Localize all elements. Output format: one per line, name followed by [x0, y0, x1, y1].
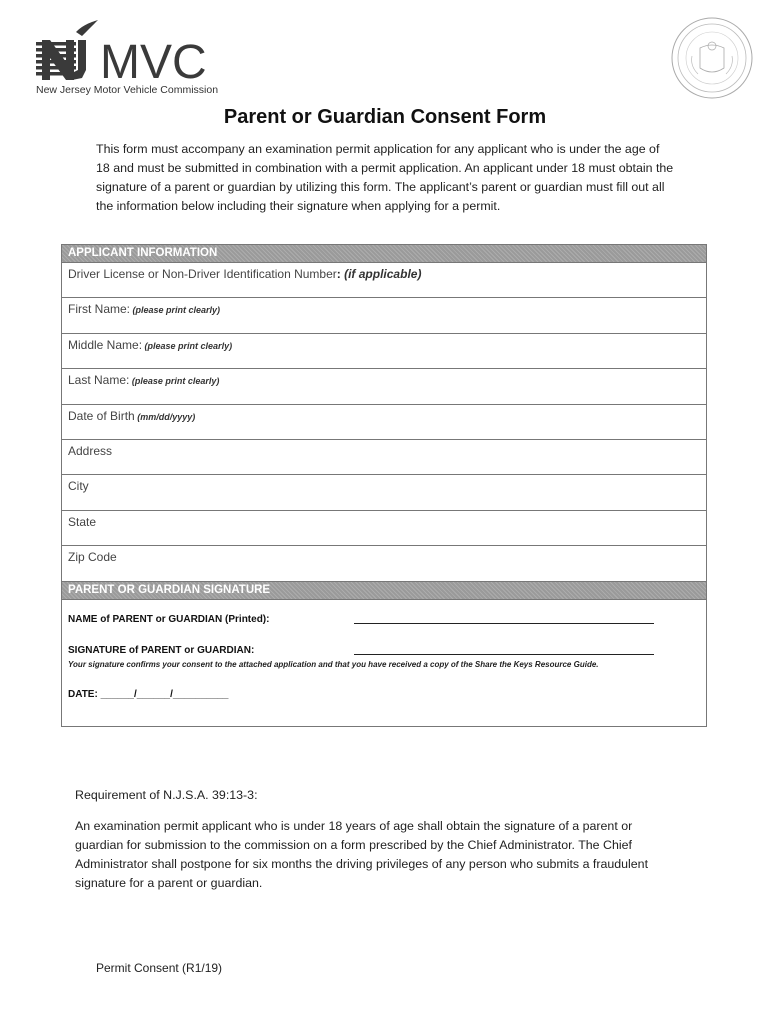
last-name-field[interactable] — [62, 369, 706, 404]
address-field[interactable] — [62, 440, 706, 475]
njmvc-logo-mark — [36, 20, 226, 84]
parent-name-line[interactable] — [354, 622, 654, 624]
field-hint: (if applicable) — [340, 267, 422, 281]
middle-name-field[interactable] — [62, 334, 706, 369]
field-label: Driver License or Non-Driver Identification Number — [68, 267, 337, 281]
form-footer: Permit Consent (R1/19) — [96, 961, 223, 975]
form-title: Parent or Guardian Consent Form — [223, 106, 547, 128]
state-field[interactable] — [62, 511, 706, 546]
license-number-field[interactable]: Driver License or Non-Driver Identification Number: (if applicable) — [62, 263, 706, 298]
signature-section-heading: PARENT OR GUARDIAN SIGNATURE — [62, 582, 706, 600]
field-label: Last Name: — [68, 373, 130, 388]
field-hint: (please print clearly) — [129, 376, 220, 387]
first-name-field[interactable] — [62, 298, 706, 333]
njmvc-logo — [36, 20, 226, 100]
field-label: Middle Name: — [68, 337, 143, 352]
zip-code-field[interactable] — [62, 546, 706, 581]
requirement-body: An examination permit applicant who is under 18 years of age shall obtain the signature of a parent or guardian for submission to the commission on a form prescribed by the Chief Administrator. The Chief Administrator shall postpone for six months the driving privileges of any person who submits a fraudulent signature for a parent or guardian. — [75, 819, 649, 890]
svg-text:MVC: MVC — [100, 36, 207, 84]
date-field[interactable]: DATE: ______/______/__________ — [68, 688, 229, 700]
field-hint: (mm/dd/yyyy) — [134, 411, 196, 422]
signature-consent-note: Your signature confirms your consent to the attached application and that you have received a copy of the Share the Keys Resource Guide. — [68, 659, 599, 669]
state-seal — [670, 16, 754, 100]
parent-signature-label: SIGNATURE of PARENT or GUARDIAN: — [68, 644, 255, 656]
parent-name-label: NAME of PARENT or GUARDIAN (Printed): — [68, 613, 270, 625]
field-label: Zip Code — [68, 550, 117, 565]
date-of-birth-field[interactable] — [62, 405, 706, 440]
logo-tagline: New Jersey Motor Vehicle Commission — [36, 84, 219, 96]
applicant-section-heading: APPLICANT INFORMATION — [62, 245, 706, 263]
field-label: State — [68, 514, 97, 529]
city-field[interactable] — [62, 475, 706, 510]
parent-signature-line[interactable] — [354, 653, 654, 655]
field-hint: (please print clearly) — [142, 340, 233, 351]
field-label: City — [68, 479, 89, 494]
field-label: Address — [68, 443, 113, 458]
field-label: Date of Birth — [68, 408, 135, 423]
field-hint: (please print clearly) — [130, 305, 221, 316]
consent-form — [61, 244, 707, 727]
seal-emblem-icon — [670, 16, 754, 100]
signature-section — [62, 600, 706, 727]
field-label: First Name: — [68, 302, 131, 317]
intro-paragraph: This form must accompany an examination permit application for any applicant who is under the age of 18 and must be submitted in combination with a permit application. An applicant under 18 must obtain the signature of a parent or guardian by utilizing this form. The applicant’s parent or guardian must fill out all the information below including their signature when applying for a permit. — [96, 142, 674, 213]
requirement-title: Requirement of N.J.S.A. 39:13-3: — [75, 788, 258, 802]
